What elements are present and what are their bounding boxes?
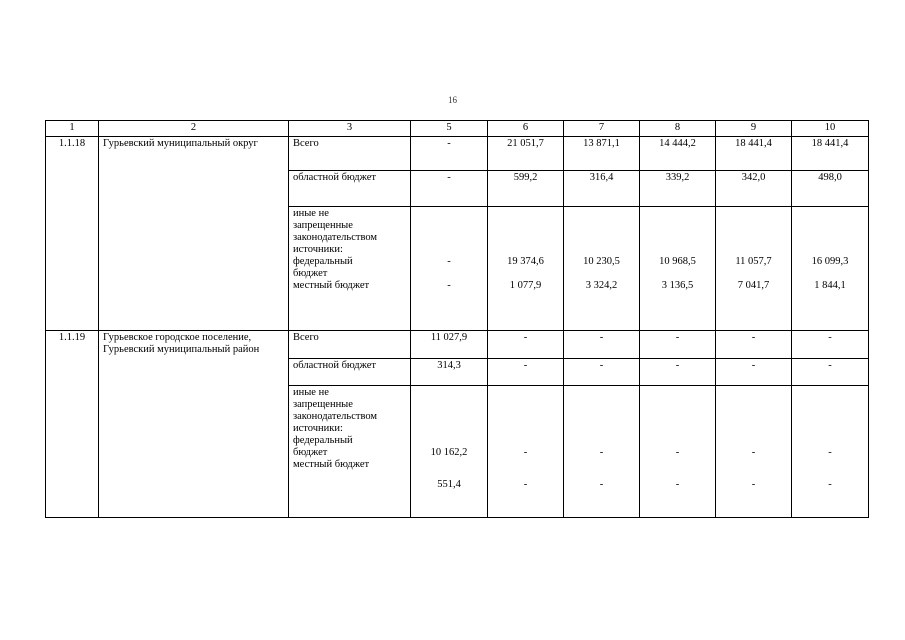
federal-value: - xyxy=(447,256,451,267)
header-cell: 8 xyxy=(640,121,716,137)
federal-value: 10 230,5 xyxy=(583,256,620,267)
header-cell: 6 xyxy=(488,121,564,137)
value-cell: - xyxy=(411,171,488,207)
federal-value: 19 374,6 xyxy=(507,256,544,267)
value-cell xyxy=(716,386,792,518)
value-cell: 13 871,1 xyxy=(564,137,640,171)
value-cell: 14 444,2 xyxy=(640,137,716,171)
header-cell: 9 xyxy=(716,121,792,137)
label-line: источники: xyxy=(293,423,343,434)
value-cell: 498,0 xyxy=(792,171,869,207)
federal-value: - xyxy=(523,447,528,458)
value-cell: - xyxy=(640,331,716,359)
value-cell xyxy=(488,207,564,331)
value-cell: - xyxy=(488,331,564,359)
value-cell: - xyxy=(716,359,792,386)
header-cell: 2 xyxy=(99,121,289,137)
value-cell: - xyxy=(564,331,640,359)
source-label: Всего xyxy=(289,331,411,359)
value-cell: 11 027,9 xyxy=(411,331,488,359)
value-cell: - xyxy=(792,359,869,386)
source-label: областной бюджет xyxy=(289,359,411,386)
value-cell: - xyxy=(640,359,716,386)
local-value: - xyxy=(675,479,680,490)
federal-value: 11 057,7 xyxy=(735,256,772,267)
value-cell xyxy=(792,207,869,331)
local-value: 7 041,7 xyxy=(737,280,770,291)
federal-value: 10 162,2 xyxy=(430,447,468,458)
local-value: 551,4 xyxy=(437,479,461,490)
budget-table xyxy=(45,120,869,518)
federal-value: - xyxy=(599,447,604,458)
municipality-name: Гурьевское городское поселение, Гурьевский муниципальный район xyxy=(99,331,289,518)
label-line: законодательством xyxy=(293,232,378,243)
value-cell: 599,2 xyxy=(488,171,564,207)
table-row xyxy=(46,137,869,171)
local-value: 3 324,2 xyxy=(585,280,618,291)
label-line: запрещенные xyxy=(293,399,353,410)
federal-value: - xyxy=(828,447,832,458)
label-line: источники: xyxy=(293,244,343,255)
local-value: 1 844,1 xyxy=(814,280,846,291)
source-label-other xyxy=(289,386,411,518)
value-cell xyxy=(640,386,716,518)
label-line: местный бюджет xyxy=(293,459,370,470)
local-value: 3 136,5 xyxy=(661,280,694,291)
label-line: запрещенные xyxy=(293,220,353,231)
value-cell: 316,4 xyxy=(564,171,640,207)
value-cell: - xyxy=(411,137,488,171)
value-cell: 18 441,4 xyxy=(716,137,792,171)
federal-value: - xyxy=(751,447,756,458)
local-value: 1 077,9 xyxy=(509,280,542,291)
page-number: 16 xyxy=(448,95,457,105)
header-cell: 5 xyxy=(411,121,488,137)
value-cell: 314,3 xyxy=(411,359,488,386)
header-cell: 1 xyxy=(46,121,99,137)
header-cell: 10 xyxy=(792,121,869,137)
label-line: местный бюджет xyxy=(293,280,370,291)
value-cell: 21 051,7 xyxy=(488,137,564,171)
value-cell: - xyxy=(488,359,564,386)
federal-value: 10 968,5 xyxy=(659,256,696,267)
value-cell xyxy=(716,207,792,331)
value-cell: 339,2 xyxy=(640,171,716,207)
header-cell: 3 xyxy=(289,121,411,137)
federal-value: - xyxy=(675,447,680,458)
label-line: иные не xyxy=(293,208,329,219)
label-line: бюджет xyxy=(293,447,328,458)
value-cell xyxy=(564,386,640,518)
value-cell xyxy=(640,207,716,331)
label-line: иные не xyxy=(293,387,329,398)
value-cell: - xyxy=(792,331,869,359)
table-row xyxy=(46,331,869,359)
value-cell xyxy=(411,386,488,518)
value-cell: - xyxy=(564,359,640,386)
value-cell xyxy=(488,386,564,518)
table-header-row xyxy=(46,121,869,137)
local-value: - xyxy=(599,479,604,490)
value-cell xyxy=(411,207,488,331)
local-value: - xyxy=(447,280,451,291)
row-id: 1.1.18 xyxy=(46,137,99,331)
value-cell: 342,0 xyxy=(716,171,792,207)
federal-value: 16 099,3 xyxy=(811,256,849,267)
local-value: - xyxy=(523,479,528,490)
header-cell: 7 xyxy=(564,121,640,137)
row-id: 1.1.19 xyxy=(46,331,99,518)
value-cell xyxy=(792,386,869,518)
value-cell: - xyxy=(716,331,792,359)
local-value: - xyxy=(751,479,756,490)
source-label: Всего xyxy=(289,137,411,171)
label-line: законодательством xyxy=(293,411,378,422)
label-line: федеральный xyxy=(293,435,353,446)
municipality-name: Гурьевский муниципальный округ xyxy=(99,137,289,331)
local-value: - xyxy=(828,479,832,490)
label-line: федеральный xyxy=(293,256,353,267)
source-label-other xyxy=(289,207,411,331)
label-line: бюджет xyxy=(293,268,328,279)
value-cell xyxy=(564,207,640,331)
source-label: областной бюджет xyxy=(289,171,411,207)
value-cell: 18 441,4 xyxy=(792,137,869,171)
